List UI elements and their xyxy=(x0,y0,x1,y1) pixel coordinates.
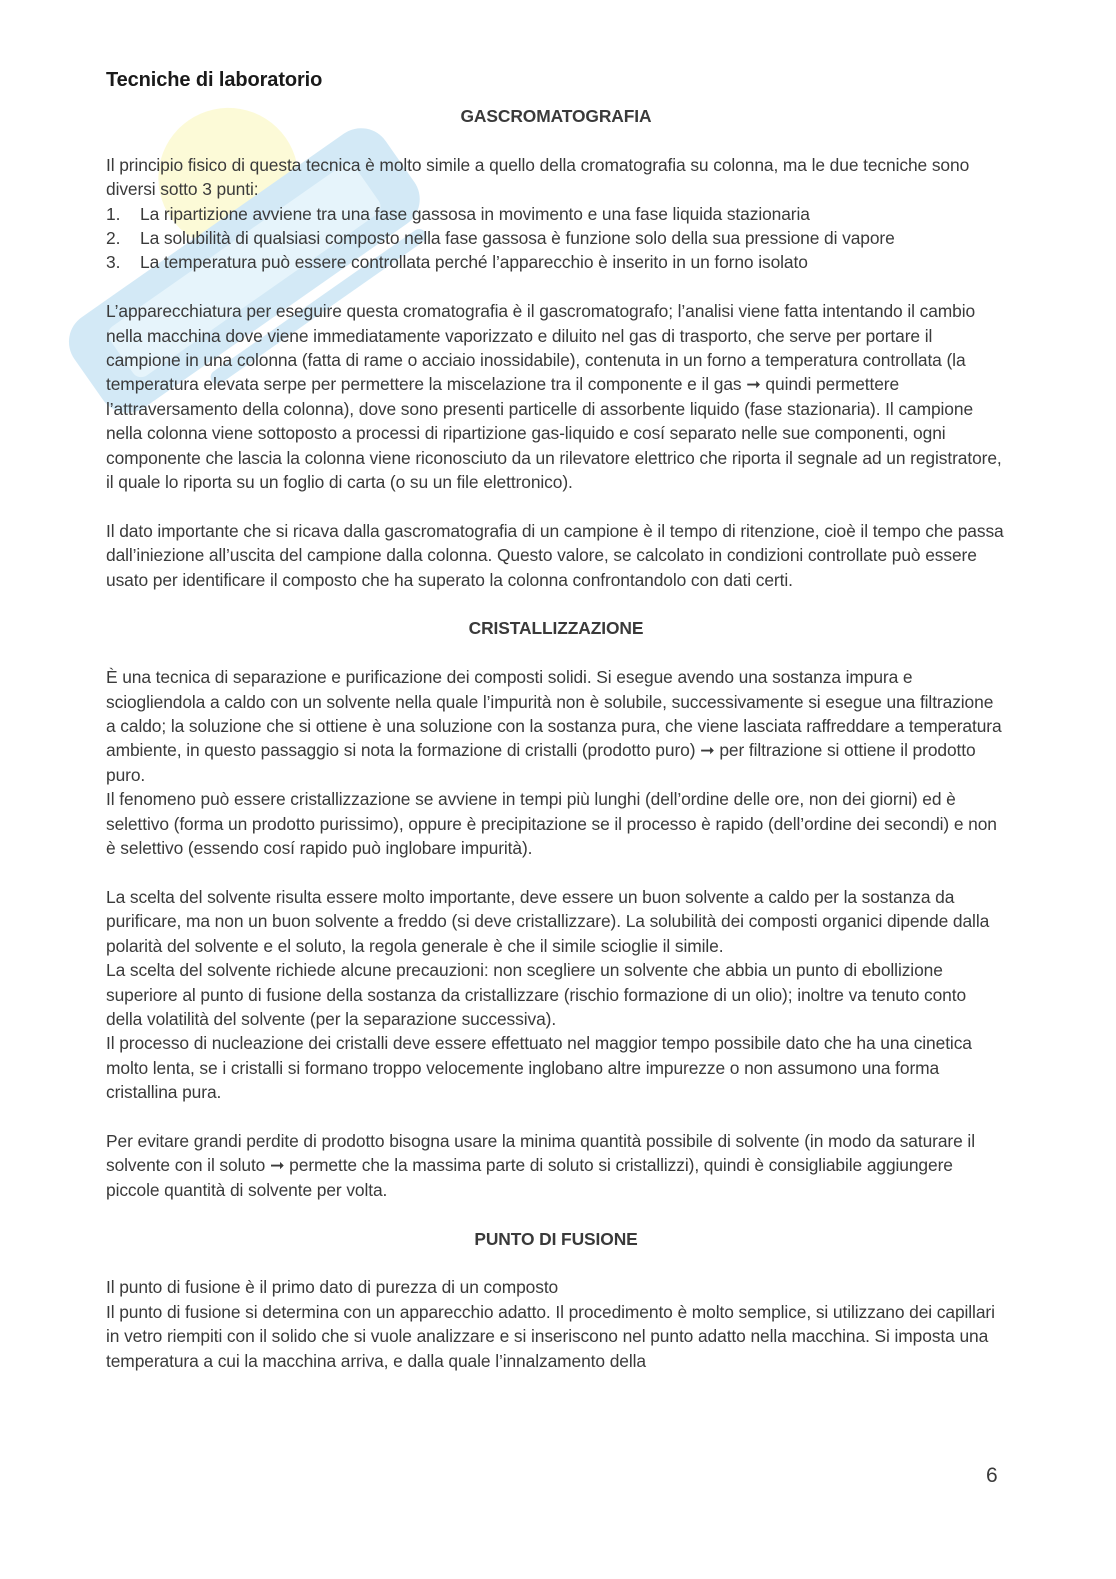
section-title-punto-di-fusione: PUNTO DI FUSIONE xyxy=(474,1228,638,1249)
page-content xyxy=(106,66,1006,1373)
list-item-text: La solubilità di qualsiasi composto nella fase gassosa è funzione solo della sua pressione di vapore xyxy=(140,228,895,249)
numbered-list xyxy=(106,202,1006,275)
paragraph: Per evitare grandi perdite di prodotto bisogna usare la minima quantità possibile di solvente (in modo da saturare il solvente con il soluto ➞ permette che la massima parte di soluto si cristallizzi), quindi è consigliabile aggiungere piccole quantità di solvente per volta. xyxy=(106,1130,975,1200)
page-number: 6 xyxy=(986,1464,998,1487)
list-item xyxy=(106,226,1006,250)
paragraph: Il dato importante che si ricava dalla gascromatografia di un campione è il tempo di ritenzione, cioè il tempo che passa dall’iniezione all’uscita del campione dalla colonna. Questo valore, se calcolato in condizioni controllate può essere usato per identificare il composto che ha superato la colonna confrontandolo con dati certi. xyxy=(106,520,1004,590)
paragraph: È una tecnica di separazione e purificazione dei composti solidi. Si esegue avendo una sostanza impura e sciogliendola a caldo con un solvente nella quale l’impurità non è solubile, successivamente si esegue una filtrazione a caldo; la soluzione che si ottiene è una soluzione con la sostanza pura, che viene lasciata raffreddare a temperatura ambiente, in questo passaggio si nota la formazione di cristalli (prodotto puro) ➞ per filtrazione si ottiene il prodotto puro. xyxy=(106,667,1002,785)
paragraph: Il principio fisico di questa tecnica è molto simile a quello della cromatografia su colonna, ma le due tecniche sono diversi sotto 3 punti: xyxy=(106,154,970,200)
list-number: 1. xyxy=(106,203,121,224)
document-title: Tecniche di laboratorio xyxy=(106,69,323,91)
list-item-text: La temperatura può essere controllata perché l’apparecchio è inserito in un forno isolato xyxy=(140,252,808,273)
list-item xyxy=(106,250,1006,274)
paragraph: Il processo di nucleazione dei cristalli deve essere effettuato nel maggior tempo possibile dato che ha una cinetica molto lenta, se i cristalli si formano troppo velocemente inglobano altre impurezze o non assumono una forma cristallina pura. xyxy=(106,1033,972,1103)
list-number: 2. xyxy=(106,228,121,249)
list-item-text: La ripartizione avviene tra una fase gassosa in movimento e una fase liquida stazionaria xyxy=(140,203,810,224)
section-title-gascromatografia: GASCROMATOGRAFIA xyxy=(460,106,652,126)
list-number: 3. xyxy=(106,252,121,273)
paragraph: Il fenomeno può essere cristallizzazione se avviene in tempi più lunghi (dell’ordine delle ore, non dei giorni) ed è selettivo (forma un prodotto purissimo), oppure è precipitazione se il processo è rapido (dell’ordine dei secondi) e non è selettivo (essendo cosí rapido può inglobare impurità). xyxy=(106,789,997,859)
paragraph: La scelta del solvente richiede alcune precauzioni: non scegliere un solvente che abbia un punto di ebollizione superiore al punto di fusione della sostanza da cristallizzare (rischio formazione di un olio); inoltre va tenuto conto della volatilità del solvente (per la separazione successiva). xyxy=(106,960,967,1029)
section-title-cristallizzazione: CRISTALLIZZAZIONE xyxy=(468,618,644,639)
paragraph: L’apparecchiatura per eseguire questa cromatografia è il gascromatografo; l’analisi viene fatta intentando il cambio nella macchina dove viene immediatamente vaporizzato e diluito nel gas di trasporto, che serve per portare il campione in una colonna (fatta di rame o acciaio inossidabile), contenuta in un forno a temperatura controllata (la temperatura elevata serpe per permettere la miscelazione tra il componente e il gas ➞ quindi permettere l’attraversamento della colonna), dove sono presenti particelle di assorbente liquido (fase stazionaria). Il campione nella colonna viene sottoposto a processi di ripartizione gas-liquido e cosí separato nelle sue componenti, ogni componente che lascia la colonna viene riconosciuto da un rilevatore elettrico che riporta il segnale ad un registratore, il quale lo riporta su un foglio di carta (o su un file elettronico). xyxy=(106,301,1002,493)
list-item xyxy=(106,202,1006,226)
paragraph: Il punto di fusione è il primo dato di purezza di un composto xyxy=(106,1277,559,1298)
paragraph: Il punto di fusione si determina con un apparecchio adatto. Il procedimento è molto semplice, si utilizzano dei capillari in vetro riempiti con il solido che si vuole analizzare e si inseriscono nel punto adatto nella macchina. Si imposta una temperatura a cui la macchina arriva, e dalla quale l’innalzamento della xyxy=(106,1301,995,1371)
paragraph: La scelta del solvente risulta essere molto importante, deve essere un buon solvente a caldo per la sostanza da purificare, ma non un buon solvente a freddo (si deve cristallizzare). La solubilità dei composti organici dipende dalla polarità del solvente e el soluto, la regola generale è che il simile scioglie il simile. xyxy=(106,886,990,956)
